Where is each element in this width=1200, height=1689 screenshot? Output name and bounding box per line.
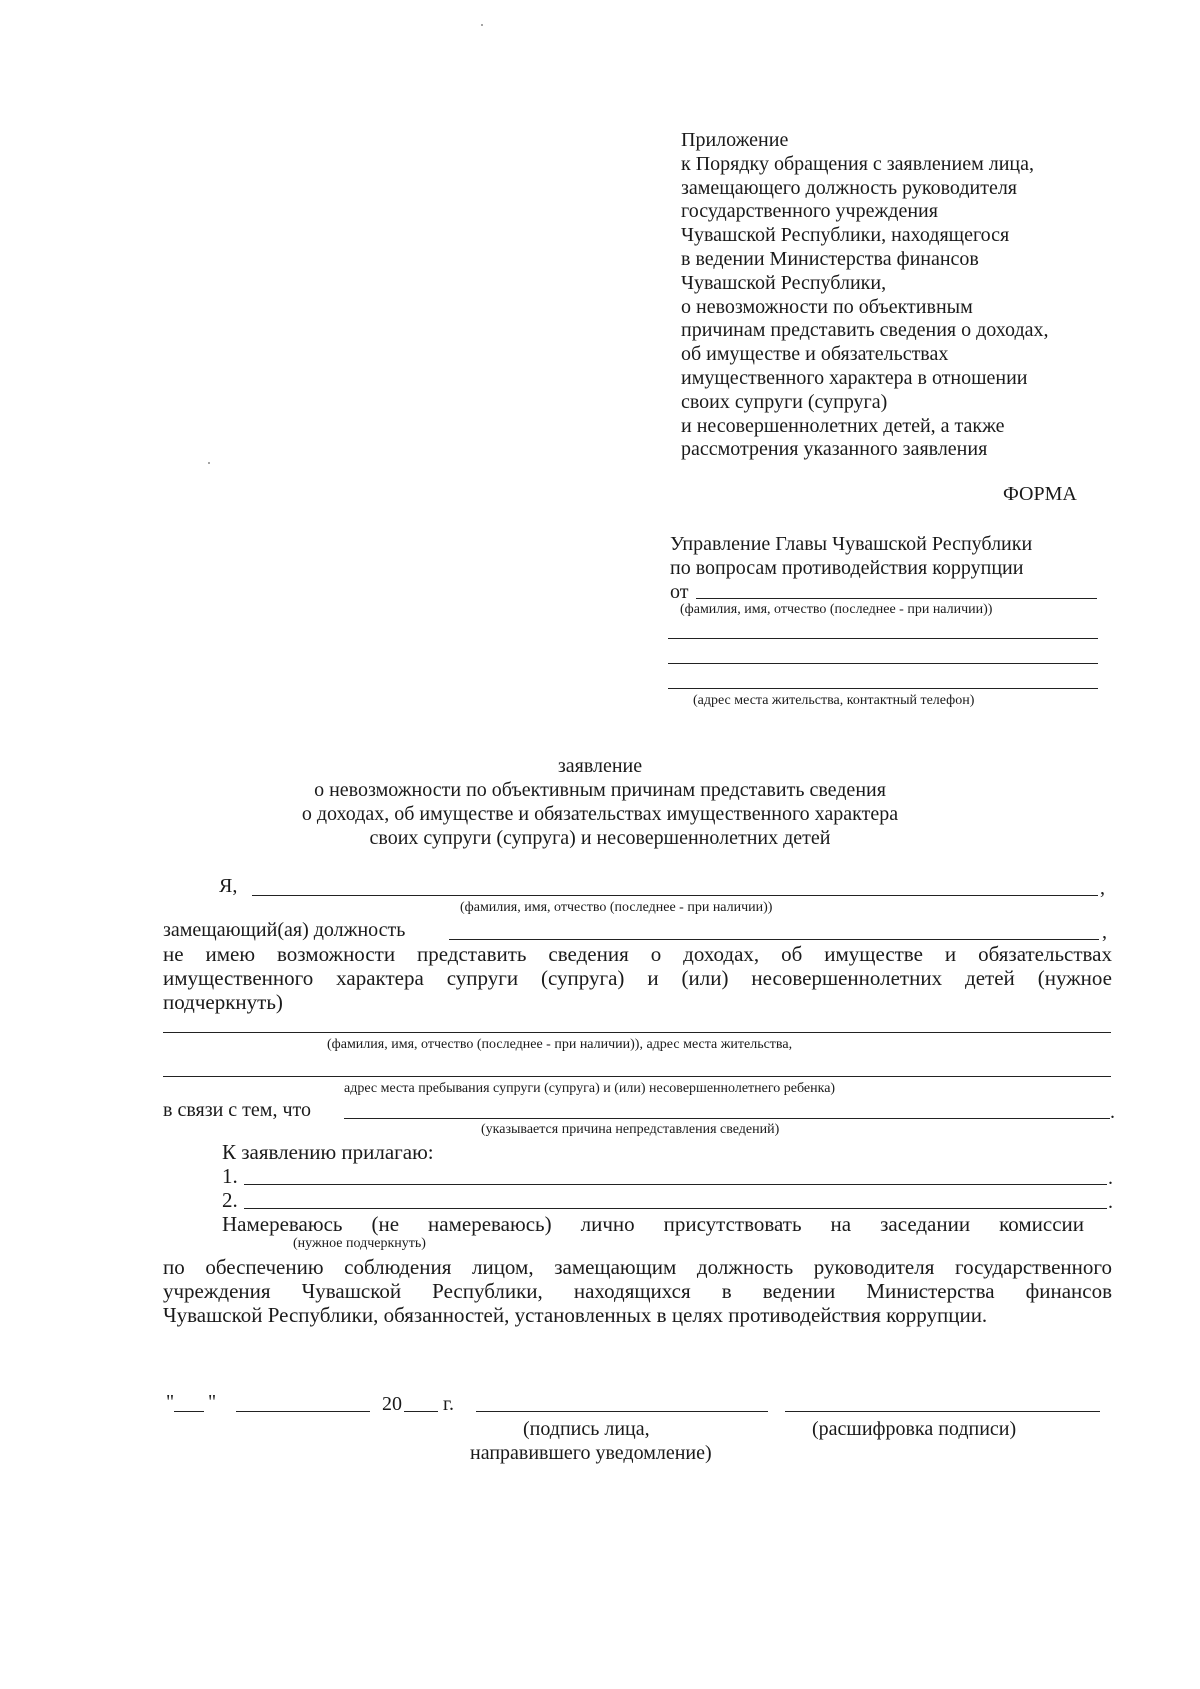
signature-decode-blank[interactable] [785, 1411, 1100, 1412]
address-caption: (адрес места жительства, контактный телефон) [693, 693, 975, 708]
para-line-1: не имею возможности представить сведения о доходах, об имуществе и обязательствах [163, 942, 1112, 966]
header-line: Чувашской Республики, находящегося [681, 224, 1010, 247]
reason-caption: (указывается причина непредставления сведений) [481, 1122, 780, 1137]
reason-label: в связи с тем, что [163, 1099, 311, 1121]
date-year-prefix: 20 [382, 1393, 402, 1415]
signature-caption-1: (подпись лица, [523, 1418, 650, 1440]
header-line: об имуществе и обязательствах [681, 343, 949, 366]
date-day-blank[interactable] [174, 1411, 204, 1412]
decode-caption: (расшифровка подписи) [812, 1418, 1017, 1440]
signature-blank[interactable] [476, 1411, 768, 1412]
attach-item-1-blank[interactable] [244, 1184, 1107, 1185]
title-line-2: о невозможности по объективным причинам представить сведения [314, 779, 886, 801]
final-line-2: учреждения Чувашской Республики, находящихся в ведении Министерства финансов [163, 1279, 1112, 1303]
attach-label: К заявлению прилагаю: [222, 1140, 434, 1164]
header-line: в ведении Министерства финансов [681, 248, 979, 270]
addressee-name-caption: (фамилия, имя, отчество (последнее - при наличии)) [680, 602, 993, 617]
para-line-2: имущественного характера супруги (супруга) и (или) несовершеннолетних детей (нужное [163, 966, 1112, 990]
date-year-blank[interactable] [404, 1411, 438, 1412]
header-line: своих супруги (супруга) [681, 390, 888, 413]
header-line: государственного учреждения [681, 200, 938, 223]
title-line-4: своих супруги (супруга) и несовершеннолетних детей [369, 827, 831, 849]
final-line-3: Чувашской Республики, обязанностей, установленных в целях противодействия коррупции. [163, 1303, 988, 1327]
i-label: Я, [219, 875, 238, 897]
attach-item-2-blank[interactable] [244, 1208, 1107, 1209]
reason-blank[interactable] [344, 1118, 1110, 1119]
attach-item-2-number: 2. [222, 1188, 238, 1212]
header-line: имущественного характера в отношении [681, 367, 1028, 389]
para-line-3: подчеркнуть) [163, 990, 283, 1014]
signature-caption-2: направившего уведомление) [470, 1442, 712, 1464]
address-blank-3[interactable] [668, 688, 1098, 689]
header-line: Чувашской Республики, [681, 271, 887, 294]
date-month-blank[interactable] [236, 1411, 370, 1412]
spouse-info-blank-1[interactable] [163, 1032, 1111, 1033]
i-comma: , [1100, 877, 1105, 899]
from-label: от [670, 581, 689, 603]
applicant-name-caption: (фамилия, имя, отчество (последнее - при наличии)) [460, 900, 773, 915]
address-blank-2[interactable] [668, 663, 1098, 664]
final-line-1: по обеспечению соблюдения лицом, замещающим должность руководителя государственного [163, 1255, 1112, 1279]
from-name-blank[interactable] [696, 598, 1097, 599]
title-line-1: заявление [557, 755, 643, 777]
position-label: замещающий(ая) должность [163, 919, 406, 941]
spouse-caption-2: адрес места пребывания супруги (супруга) и (или) несовершеннолетнего ребенка) [344, 1081, 836, 1096]
header-line: рассмотрения указанного заявления [681, 438, 988, 461]
scan-speck [208, 462, 210, 464]
header-line: замещающего должность руководителя [681, 176, 1018, 199]
header-line: о невозможности по объективным [681, 295, 973, 318]
address-blank-1[interactable] [668, 638, 1098, 639]
header-line: причинам представить сведения о доходах, [681, 319, 1049, 342]
intend-caption: (нужное подчеркнуть) [293, 1236, 426, 1251]
scan-speck [481, 24, 483, 26]
attach-item-2-dot: . [1108, 1191, 1113, 1213]
position-comma: , [1102, 921, 1107, 943]
title-line-3: о доходах, об имуществе и обязательствах имущественного характера [301, 803, 899, 825]
date-quote-close: " [208, 1391, 217, 1413]
form-label: ФОРМА [1003, 483, 1077, 505]
attach-item-1-number: 1. [222, 1164, 238, 1188]
intend-line: Намереваюсь (не намереваюсь) лично присутствовать на заседании комиссии [222, 1212, 1084, 1236]
reason-dot: . [1110, 1101, 1115, 1123]
date-year-suffix: г. [443, 1393, 454, 1415]
spouse-caption-1: (фамилия, имя, отчество (последнее - при наличии)), адрес места жительства, [327, 1037, 793, 1052]
addressee-line-2: по вопросам противодействия коррупции [670, 557, 1024, 579]
spouse-info-blank-2[interactable] [163, 1076, 1111, 1077]
attach-item-1-dot: . [1108, 1167, 1113, 1189]
header-line: и несовершеннолетних детей, а также [681, 414, 1005, 437]
addressee-line-1: Управление Главы Чувашской Республики [670, 533, 1033, 555]
header-line: Приложение [681, 129, 789, 151]
header-line: к Порядку обращения с заявлением лица, [681, 152, 1034, 175]
date-quote-open: " [166, 1391, 175, 1413]
applicant-name-blank[interactable] [252, 895, 1098, 896]
position-blank[interactable] [449, 939, 1099, 940]
